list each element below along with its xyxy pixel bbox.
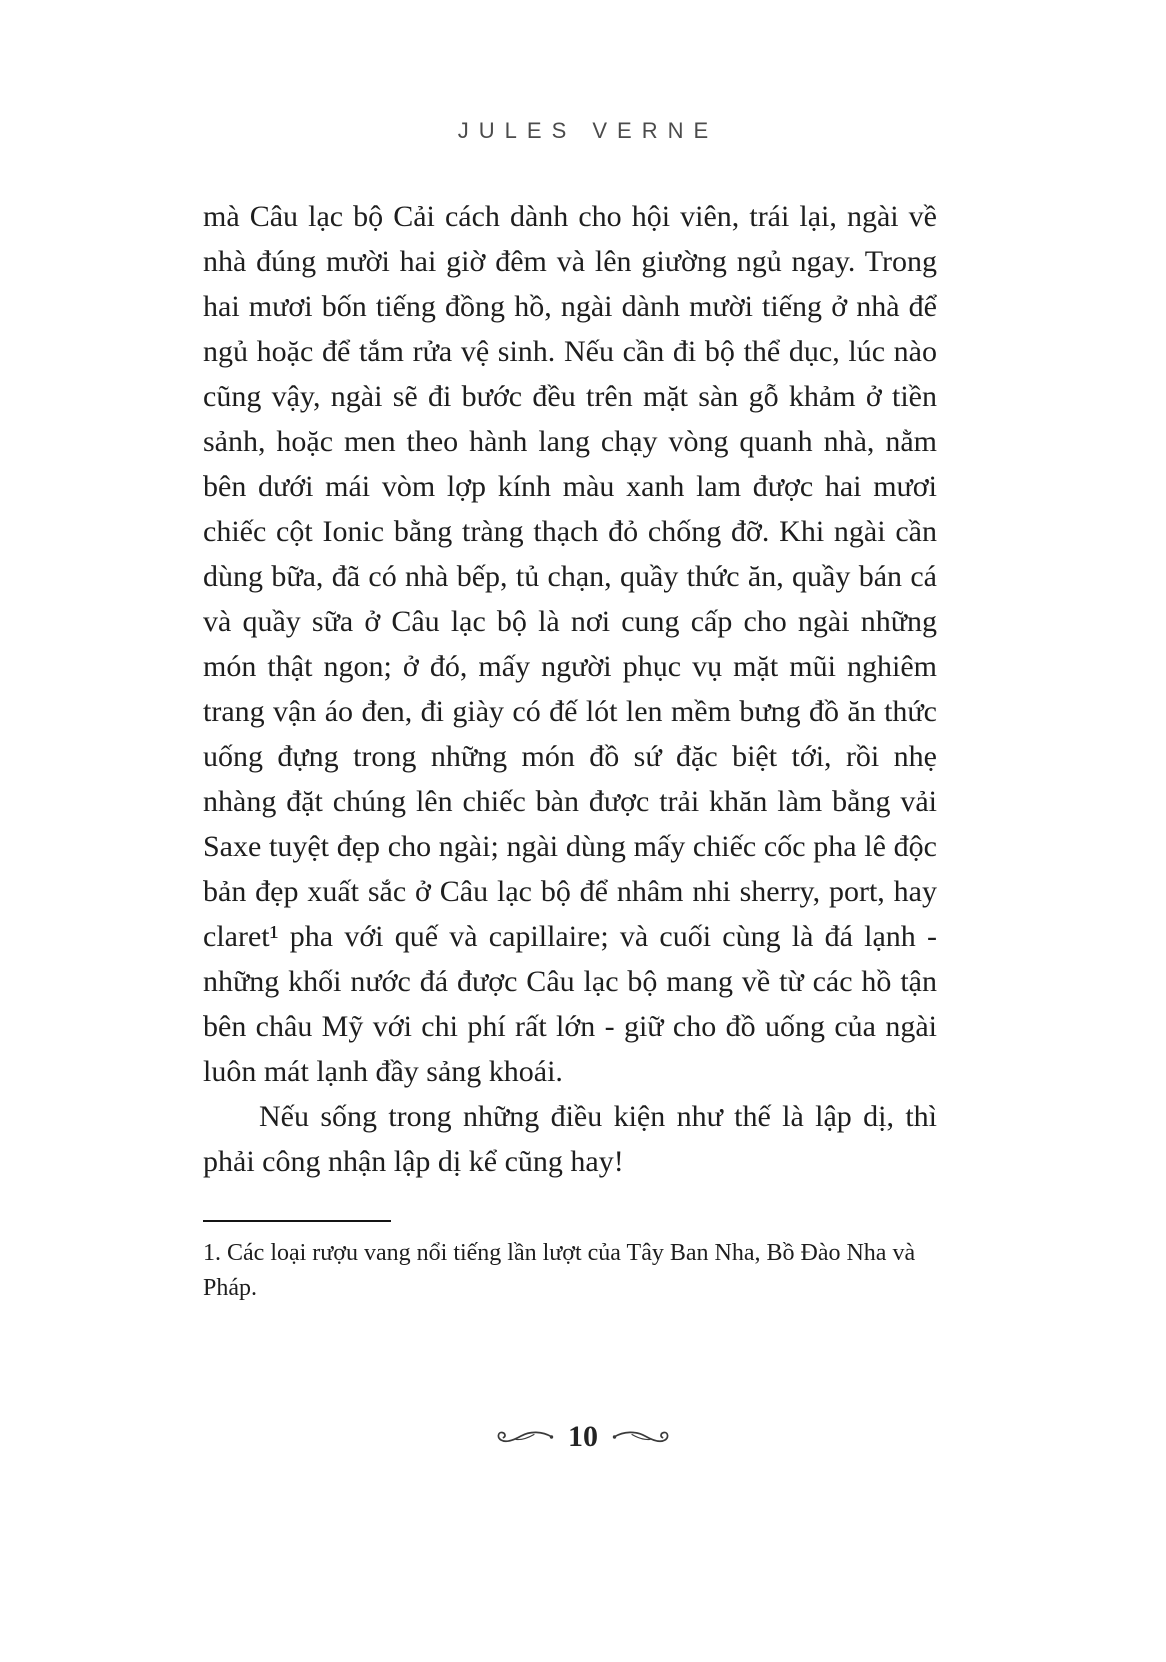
page-footer	[0, 1422, 1166, 1452]
fleuron-right-icon	[612, 1427, 672, 1447]
footnote-text: 1. Các loại rượu vang nổi tiếng lần lượt của Tây Ban Nha, Bồ Đào Nha và Pháp.	[203, 1240, 916, 1301]
fleuron-left-icon	[494, 1427, 554, 1447]
footnote	[203, 1220, 937, 1306]
body-text	[203, 194, 937, 1306]
paragraph: Nếu sống trong những điều kiện như thế là lập dị, thì phải công nhận lập dị kể cũng hay!	[203, 1100, 937, 1178]
running-header: JULES VERNE	[457, 118, 719, 143]
footnote-divider	[203, 1220, 391, 1222]
paragraph: mà Câu lạc bộ Cải cách dành cho hội viên, trái lại, ngài về nhà đúng mười hai giờ đêm và lên giường ngủ ngay. Trong hai mươi bốn tiếng đồng hồ, ngài dành mười tiếng ở nhà để ngủ hoặc để tắm rửa vệ sinh. Nếu cần đi bộ thể dục, lúc nào cũng vậy, ngài sẽ đi bước đều trên mặt sàn gỗ khảm ở tiền sảnh, hoặc men theo hành lang chạy vòng quanh nhà, nằm bên dưới mái vòm lợp kính màu xanh lam được hai mươi chiếc cột Ionic bằng tràng thạch đỏ chống đỡ. Khi ngài cần dùng bữa, đã có nhà bếp, tủ chạn, quầy thức ăn, quầy bán cá và quầy sữa ở Câu lạc bộ là nơi cung cấp cho ngài những món thật ngon; ở đó, mấy người phục vụ mặt mũi nghiêm trang vận áo đen, đi giày có đế lót len mềm bưng đồ ăn thức uống đựng trong những món đồ sứ đặc biệt tới, rồi nhẹ nhàng đặt chúng lên chiếc bàn được trải khăn làm bằng vải Saxe tuyệt đẹp cho ngài; ngài dùng mấy chiếc cốc pha lê độc bản đẹp xuất sắc ở Câu lạc bộ để nhâm nhi sherry, port, hay claret¹ pha với quế và capillaire; và cuối cùng là đá lạnh - những khối nước đá được Câu lạc bộ mang về từ các hồ tận bên châu Mỹ với chi phí rất lớn - giữ cho đồ uống của ngài luôn mát lạnh đầy sảng khoái.	[203, 200, 937, 1088]
page-number: 10	[568, 1420, 598, 1453]
